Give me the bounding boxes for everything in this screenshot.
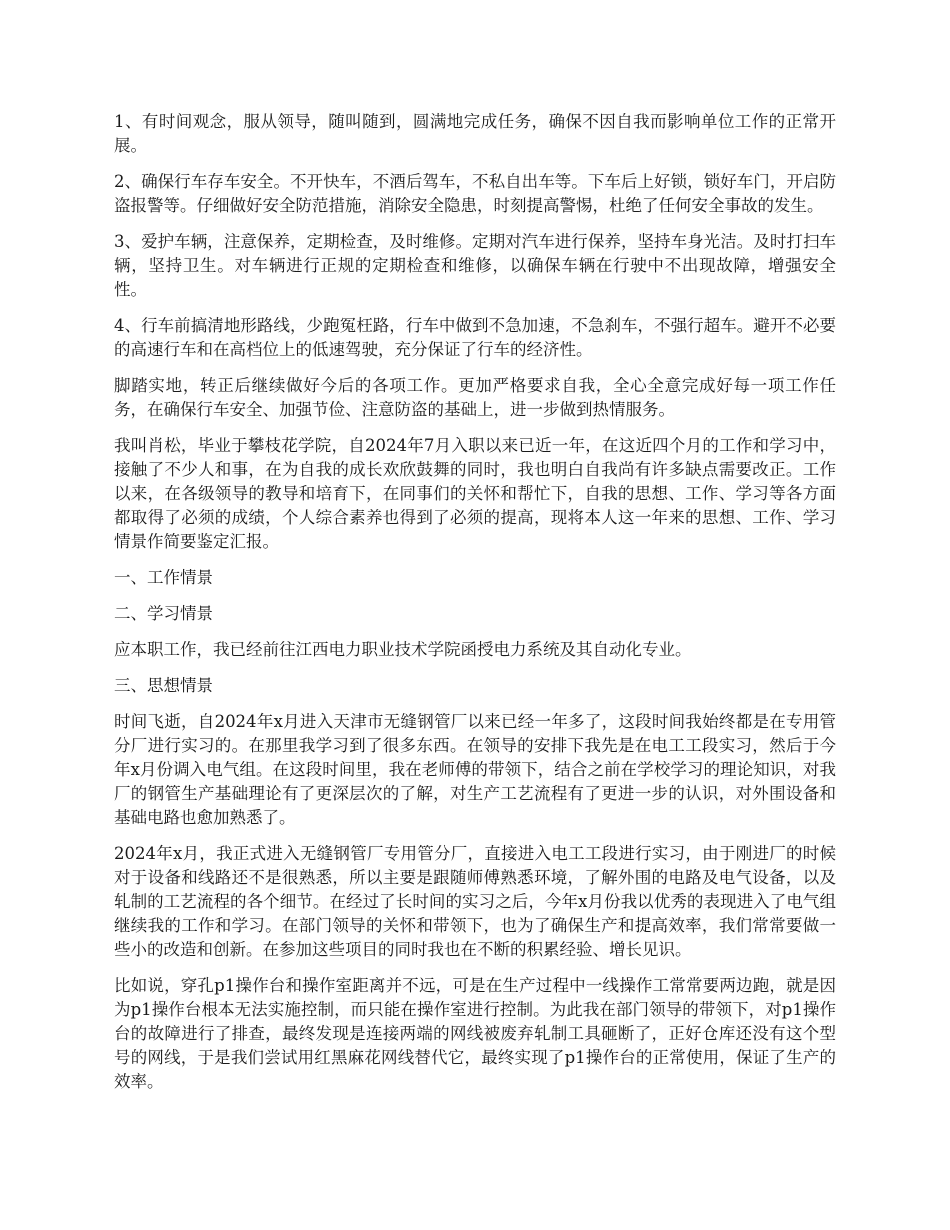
section-heading: 二、学习情景 bbox=[114, 604, 213, 623]
section-heading: 一、工作情景 bbox=[114, 568, 213, 587]
paragraph: 脚踏实地，转正后继续做好今后的各项工作。更加严格要求自我，全心全意完成好每一项工作任务，在确保行车安全、加强节俭、注意防盗的基础上，进一步做到热情服务。 bbox=[114, 376, 836, 419]
paragraph: 1、有时间观念，服从领导，随叫随到，圆满地完成任务，确保不因自我而影响单位工作的正常开展。 bbox=[114, 112, 836, 155]
document-body bbox=[114, 110, 836, 1106]
section-heading: 三、思想情景 bbox=[114, 676, 213, 695]
paragraph: 2、确保行车存车安全。不开快车，不酒后驾车，不私自出车等。下车后上好锁，锁好车门，开启防盗报警等。仔细做好安全防范措施，消除安全隐患，时刻提高警惕，杜绝了任何安全事故的发生。 bbox=[114, 172, 836, 215]
paragraph: 应本职工作，我已经前往江西电力职业技术学院函授电力系统及其自动化专业。 bbox=[114, 640, 692, 659]
paragraph: 我叫肖松，毕业于攀枝花学院，自2024年7月入职以来已近一年，在这近四个月的工作和学习中，接触了不少人和事，在为自我的成长欢欣鼓舞的同时，我也明白自我尚有许多缺点需要改正。工作以来，在各级领导的教导和培育下，在同事们的关怀和帮忙下，自我的思想、工作、学习等各方面都取得了必须的成绩，个人综合素养也得到了必须的提高，现将本人这一年来的思想、工作、学习情景作简要鉴定汇报。 bbox=[114, 436, 836, 551]
paragraph: 4、行车前搞清地形路线，少跑冤枉路，行车中做到不急加速，不急刹车，不强行超车。避开不必要的高速行车和在高档位上的低速驾驶，充分保证了行车的经济性。 bbox=[114, 316, 836, 359]
paragraph: 时间飞逝，自2024年x月进入天津市无缝钢管厂以来已经一年多了，这段时间我始终都是在专用管分厂进行实习的。在那里我学习到了很多东西。在领导的安排下我先是在电工工段实习，然后于今年x月份调入电气组。在这段时间里，我在老师傅的带领下，结合之前在学校学习的理论知识，对我厂的钢管生产基础理论有了更深层次的了解，对生产工艺流程有了更进一步的认识，对外围设备和基础电路也愈加熟悉了。 bbox=[114, 712, 836, 827]
paragraph: 3、爱护车辆，注意保养，定期检查，及时维修。定期对汽车进行保养，坚持车身光洁。及时打扫车辆，坚持卫生。对车辆进行正规的定期检查和维修，以确保车辆在行驶中不出现故障，增强安全性。 bbox=[114, 232, 836, 299]
paragraph: 比如说，穿孔p1操作台和操作室距离并不远，可是在生产过程中一线操作工常常要两边跑，就是因为p1操作台根本无法实施控制，而只能在操作室进行控制。为此我在部门领导的带领下，对p1操作台的故障进行了排查，最终发现是连接两端的网线被废弃轧制工具砸断了，正好仓库还没有这个型号的网线，于是我们尝试用红黑麻花网线替代它，最终实现了p1操作台的正常使用，保证了生产的效率。 bbox=[114, 976, 836, 1091]
paragraph: 2024年x月，我正式进入无缝钢管厂专用管分厂，直接进入电工工段进行实习，由于刚进厂的时候对于设备和线路还不是很熟悉，所以主要是跟随师傅熟悉环境，了解外围的电路及电气设备，以及轧制的工艺流程的各个细节。在经过了长时间的实习之后，今年x月份我以优秀的表现进入了电气组继续我的工作和学习。在部门领导的关怀和带领下，也为了确保生产和提高效率，我们常常要做一些小的改造和创新。在参加这些项目的同时我也在不断的积累经验、增长见识。 bbox=[114, 844, 836, 959]
